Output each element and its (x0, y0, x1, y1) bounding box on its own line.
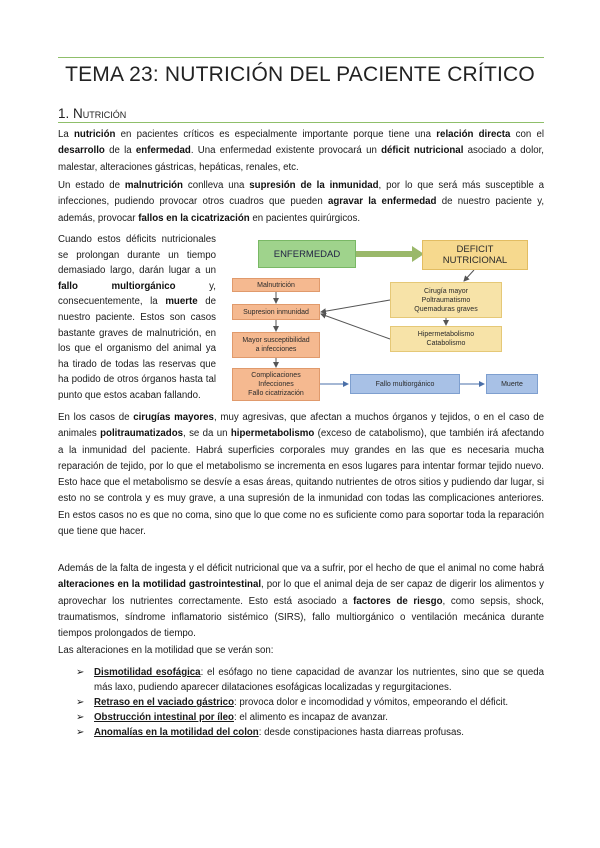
paragraph-2: Un estado de malnutrición conlleva una supresión de la inmunidad, por lo que será más susceptible a infecciones, pudiendo provocar otros cuadros que pueden agravar la enfermedad de nuestro paciente y, además, provocar fallos en la cicatrización en pacientes quirúrgicos. (58, 180, 545, 224)
section-rule (58, 122, 544, 123)
hipermetabolismo-box: Hipermetabolismo Catabolismo (390, 326, 502, 352)
arrow-bullet-icon: ➢ (76, 712, 85, 723)
section-heading (58, 106, 126, 121)
paragraph-4: En los casos de cirugías mayores, muy agresivas, que afectan a muchos órganos y tejidos, o en el caso de animales politraumatizados, se da un hipermetabolismo (exceso de catabolismo), que también irá afectando a la inmunidad del paciente. Habrá superficies corporales muy grandes en las que es necesaria mucha reparación de tejido, por lo que el metabolismo se incrementa en esos lugares para intentar formar tejido nuevo. Esto hace que el metabolismo se desvíe a esas áreas, quitando nutrientes de otros sitios y pudiendo dar lugar, si esto no se controla y es muy grave, a una supresión de la inmunidad con todas las complicaciones anteriores. En estos casos no es que no coma, sino que lo que come no es suficiente como para soportar toda la reparación que tiene que hacer. (58, 412, 544, 538)
arrow-bullet-icon: ➢ (76, 667, 85, 678)
cirugia-mayor-box: Cirugía mayor Poltraumatismo Quemaduras graves (390, 282, 502, 318)
paragraph-6: Las alteraciones en la motilidad que se verán son: (58, 645, 274, 656)
malnutricion-box: Malnutrición (232, 278, 320, 292)
muerte-box: Muerte (486, 374, 538, 394)
motility-list (76, 665, 544, 740)
deficit-nutricional-box: DEFICIT NUTRICIONAL (422, 240, 528, 270)
fallo-multiorganico-box: Fallo multiorgánico (350, 374, 460, 394)
paragraph-3: Cuando estos déficits nutricionales se prolongan durante un tiempo demasiado largo, darán lugar a un fallo multiorgánico y, consecuentemente, la muerte de nuestro paciente. Estos son casos bastante graves de malnutrición, en los que el organismo del animal ya ha tirado de todas las reservas que ha podido de otros órganos hasta tal punto que estos acaban fallando. (58, 234, 217, 401)
top-rule (58, 57, 544, 58)
arrow-bullet-icon: ➢ (76, 727, 85, 738)
list-item: ➢ Retraso en el vaciado gástrico: provoca dolor e incomodidad y vómitos, empeorando el déficit. (76, 697, 509, 708)
page-title: TEMA 23: NUTRICIÓN DEL PACIENTE CRÍTICO (65, 63, 535, 86)
paragraph-5: Además de la falta de ingesta y el déficit nutricional que va a sufrir, por el hecho de que el animal no come habrá alteraciones en la motilidad gastrointestinal, por lo que el animal deja de ser capaz de digerir los alimentos y aprovechar los nutrientes correctamente. Esto está asociado a factores de riesgo, como sepsis, shock, traumatismos, síndrome inflamatorio sistémico (SIRS), fallo multiorgánico o ventilación mecánica durante tiempos prolongados de tiempo. (58, 563, 544, 640)
complicaciones-box: Complicaciones Infecciones Fallo cicatrización (232, 368, 320, 401)
nutrition-flow-diagram (224, 232, 544, 404)
section-number: 1. (58, 106, 70, 121)
paragraph-1: La nutrición en pacientes críticos es especialmente importante porque tiene una relación directa con el desarrollo de la enfermedad. Una enfermedad existente provocará un déficit nutricional asociado a dolor, malestar, alteraciones gástricas, hepáticas, renales, etc. (58, 129, 545, 173)
section-title: Nutrición (73, 106, 127, 121)
arrow-bullet-icon: ➢ (76, 697, 85, 708)
list-item: ➢ Anomalías en la motilidad del colon: desde constipaciones hasta diarreas profusas. (76, 727, 464, 738)
enfermedad-box: ENFERMEDAD (258, 240, 356, 268)
susceptibilidad-box: Mayor susceptibilidad a infecciones (232, 332, 320, 358)
list-item: ➢ Dismotilidad esofágica: el esófago no tiene capacidad de avanzar los nutrientes, sino que se queda más laxo, pudiendo aparecer dilataciones esofágicas localizadas y regurgitaciones. (76, 667, 544, 693)
supresion-inmunidad-box: Supresion inmunidad (232, 304, 320, 320)
list-item: ➢ Obstrucción intestinal por íleo: el alimento es incapaz de avanzar. (76, 712, 388, 723)
